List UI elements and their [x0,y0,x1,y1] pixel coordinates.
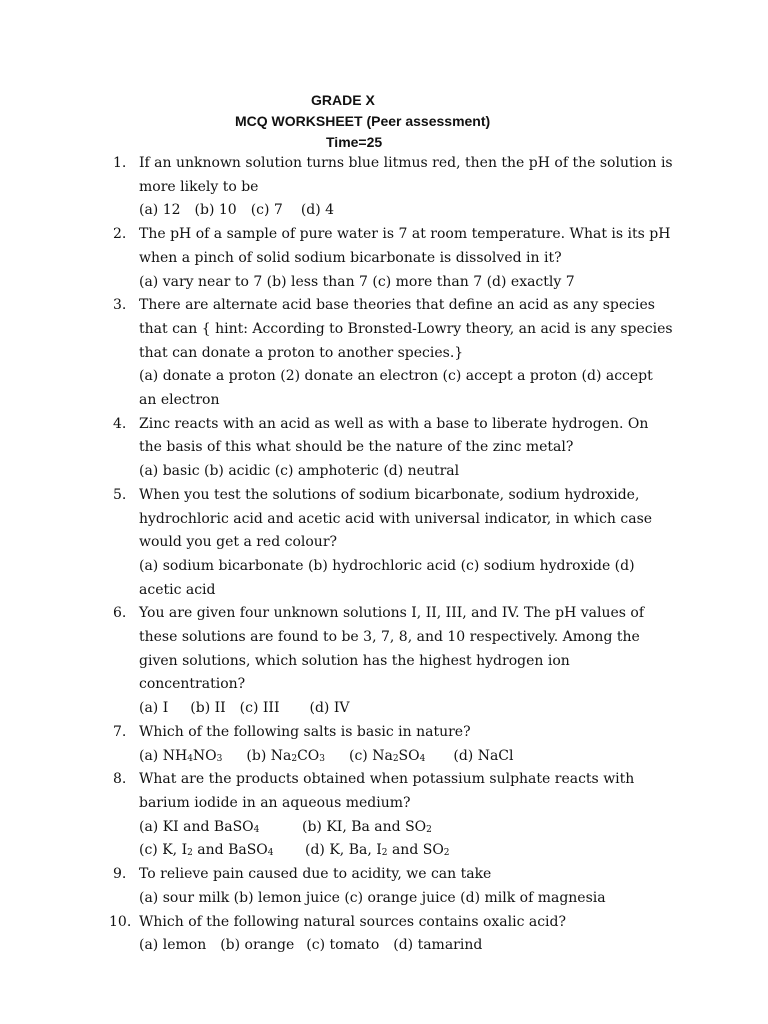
question-options [139,697,673,721]
option-c: (c) 7 [250,202,283,219]
grade-heading: GRADE X [311,92,375,108]
question-options: (a) donate a proton (2) donate an electron (c) accept a proton (d) accept an electron [139,368,653,409]
question-text: There are alternate acid base theories that define an acid as any species that can { hint: According to Bronsted-Lowry theory, an acid is any species that can donate a proton to another species.} [139,297,673,361]
option-d: (d) 4 [300,202,335,219]
question-options: (a) basic (b) acidic (c) amphoteric (d) neutral [139,463,460,480]
question-options [139,816,673,840]
question-number: 7. [113,723,127,740]
question-7 [113,721,673,768]
option-d: (d) NaCl [453,747,514,764]
question-number: 2. [113,226,127,243]
option-a: (a) I [139,700,169,717]
option-d: (d) K, Ba, $I_2$ and $SO_2$ [305,842,450,859]
question-options [139,745,673,769]
question-options: (a) vary near to 7 (b) less than 7 (c) more than 7 (d) exactly 7 [139,273,575,290]
question-text: When you test the solutions of sodium bicarbonate, sodium hydroxide, hydrochloric acid and acetic acid with universal indicator, in which case would you get a red colour? [139,486,653,551]
question-8 [113,768,673,863]
question-text: The pH of a sample of pure water is 7 at room temperature. What is its pH when a pinch of solid sodium bicarbonate is dissolved in it? [139,226,671,266]
question-2 [113,223,673,294]
question-number: 4. [113,415,127,432]
question-options: (a) sodium bicarbonate (b) hydrochloric acid (c) sodium hydroxide (d) acetic acid [139,557,635,598]
question-text: What are the products obtained when potassium sulphate reacts with barium iodide in an aqueous medium? [139,771,635,811]
question-text: Which of the following salts is basic in nature? [139,723,471,740]
option-b: (b) KI, Ba and $SO_2$ [302,818,432,835]
option-b: (b) II [190,700,226,717]
option-b: (b) $Na_2CO_3$ [246,747,325,764]
question-9 [113,863,673,910]
question-number: 9. [113,866,127,883]
question-3 [113,294,673,413]
question-number: 5. [113,486,127,503]
question-5 [113,484,673,603]
question-6 [113,602,673,721]
option-a: (a) $NH_4NO_3$ [139,747,223,764]
option-a: (a) 12 [139,202,181,219]
question-text: To relieve pain caused due to acidity, we can take [139,866,492,883]
option-b: (b) orange [220,937,295,954]
option-a: (a) KI and BaSO$_4$ [139,818,260,835]
question-text: Zinc reacts with an acid as well as with a base to liberate hydrogen. On the basis of this what should be the nature of the zinc metal? [139,415,649,456]
question-number: 10. [109,913,132,930]
question-number: 6. [113,605,127,622]
option-c: (c) tomato [306,937,380,954]
question-options [139,934,673,958]
question-options [139,199,673,223]
question-1 [113,152,673,223]
time-label: Time=25 [326,134,383,150]
question-list [109,152,673,958]
option-b: (b) 10 [194,202,237,219]
question-text: Which of the following natural sources contains oxalic acid? [139,913,567,930]
option-d: (d) IV [309,700,350,717]
worksheet-title: MCQ WORKSHEET (Peer assessment) [235,113,491,129]
question-text: If an unknown solution turns blue litmus red, then the pH of the solution is more likely to be [139,155,673,195]
question-10 [109,911,673,958]
option-c: (c) K, $I_2$ and BaSO$_4$ [139,842,274,859]
question-4 [113,413,673,484]
question-text: You are given four unknown solutions I, II, III, and IV. The pH values of these solutions are found to be 3, 7, 8, and 10 respectively. Among the given solutions, which solution has the highest hydrogen ion concentration? [139,605,645,693]
question-number: 1. [113,155,127,171]
option-a: (a) lemon [139,937,207,954]
option-c: (c) $Na_2SO_4$ [349,747,426,764]
question-number: 8. [113,771,127,788]
option-c: (c) III [239,700,280,717]
question-options [139,839,673,863]
question-options: (a) sour milk (b) lemon juice (c) orange juice (d) milk of magnesia [139,889,606,906]
option-d: (d) tamarind [393,937,483,954]
question-number: 3. [113,297,127,314]
